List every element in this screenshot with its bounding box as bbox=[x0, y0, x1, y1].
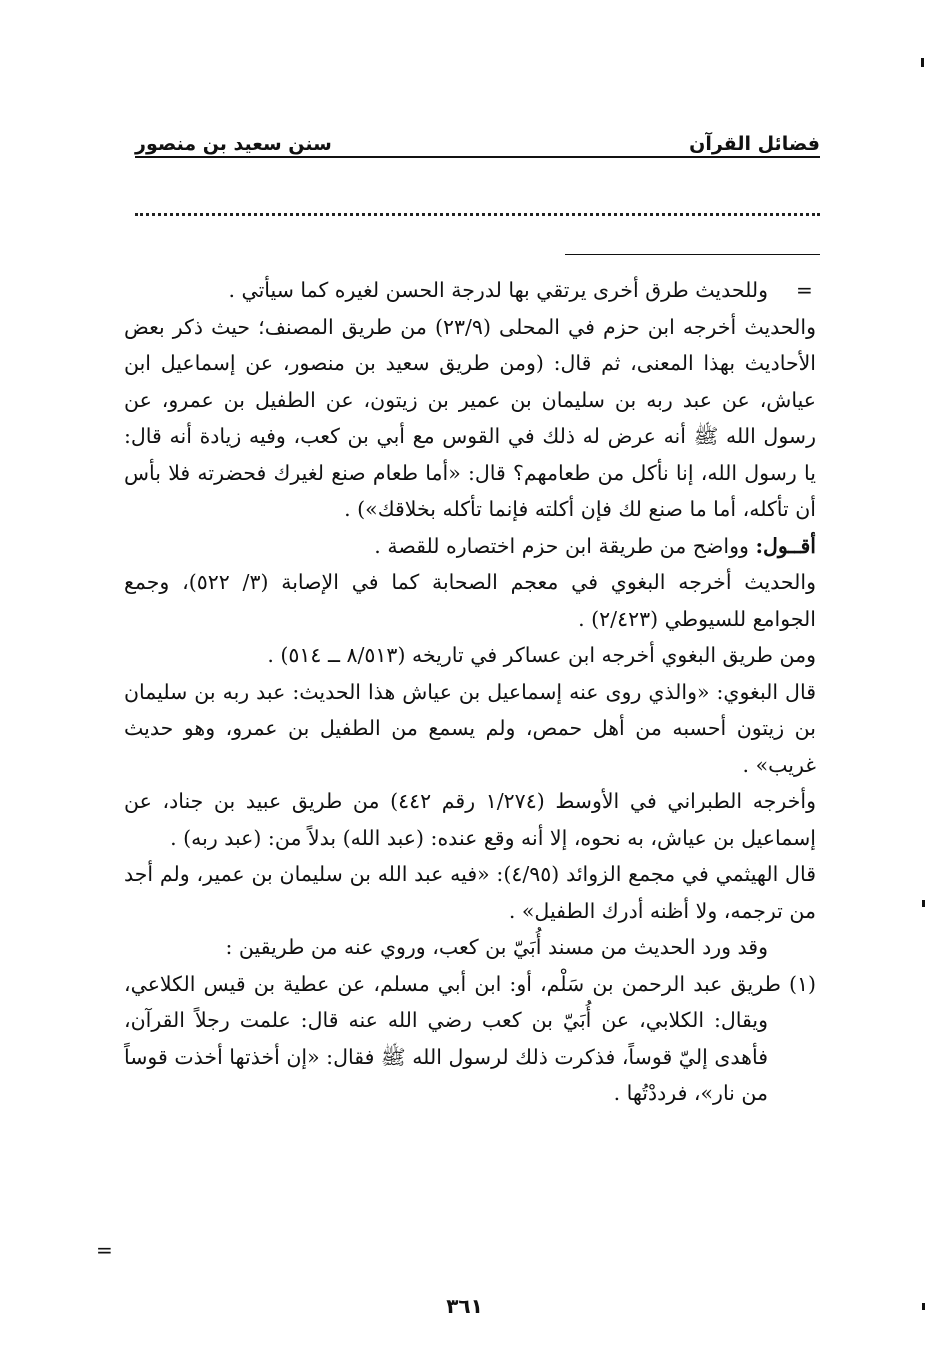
continuation-mark-top: = bbox=[796, 278, 813, 302]
paragraph-5: ومن طريق البغوي أخرجه ابن عساكر في تاريخه (٨/٥١٣ ــ ٥١٤) . bbox=[267, 643, 816, 667]
paragraph-8: قال الهيثمي في مجمع الزوائد (٤/٩٥): «فيه عبد الله بن سليمان بن عمير، ولم أجد من ترجمه، ولا أظنه أدرك الطفيل» . bbox=[124, 862, 816, 923]
paragraph-4: والحديث أخرجه البغوي في معجم الصحابة كما في الإصابة (٣/ ٥٢٢)، وجمع الجوامع للسيوطي (٢/٤٢٣) . bbox=[124, 570, 816, 631]
header-rule bbox=[135, 156, 820, 158]
continuation-mark-bottom: = bbox=[96, 1238, 113, 1262]
paragraph-9: وقد ورد الحديث من مسند أُبَيّ بن كعب، وروي عنه من طريقين : bbox=[225, 935, 768, 959]
aqool-label: أقــول: bbox=[755, 533, 816, 558]
paragraph-2: والحديث أخرجه ابن حزم في المحلى (٢٣/٩) من طريق المصنف؛ حيث ذكر بعض الأحاديث بهذا المعنى، ثم قال: (ومن طريق سعيد بن منصور، عن إسماعيل ابن عياش، عن عبد ربه بن سليمان بن عمير بن زيتون، عن الطفيل بن عمرو، عن رسول الله ﷺ أنه عرض له ذلك في القوس مع أبي بن كعب، وفيه زيادة أنه قال: يا رسول الله، إنا نأكل من طعامهم؟ قال: «أما طعام صنع لغيرك فحضرته فلا بأس أن تأكله، أما ما صنع لك فإن أكلته فإنما تأكله بخلاقك») . bbox=[124, 314, 816, 521]
paragraph-7: وأخرجه الطبراني في الأوسط (١/٢٧٤ رقم ٤٤٢) من طريق عبيد بن جناد، عن إسماعيل بن عياش، به نحوه، إلا أنه وقع عنده: (عبد الله) بدلاً من: (عبد ربه) . bbox=[124, 789, 816, 850]
paragraph-3-text: وواضح من طريقة ابن حزم اختصاره للقصة . bbox=[374, 533, 756, 558]
scan-speck bbox=[922, 900, 925, 907]
paragraph-6: قال البغوي: «والذي روى عنه إسماعيل بن عياش هذا الحديث: عبد ربه بن سليمان بن زيتون أحسبه من أهل حمص، ولم يسمع من الطفيل بن عمرو، وهو حديث غريب» . bbox=[124, 679, 816, 777]
book-title: سنن سعيد بن منصور bbox=[135, 133, 332, 155]
footnote-rule bbox=[565, 254, 820, 255]
scan-speck bbox=[922, 1303, 925, 1310]
chapter-title: فضائل القرآن bbox=[689, 133, 820, 155]
page-number: ٣٦١ bbox=[446, 1294, 483, 1318]
scan-speck bbox=[921, 58, 924, 67]
paragraph-1: وللحديث طرق أخرى يرتقي بها لدرجة الحسن لغيره كما سيأتي . bbox=[228, 278, 768, 302]
dotted-separator bbox=[135, 213, 820, 216]
footnote-text bbox=[124, 272, 816, 1112]
numbered-item-1: (١) طريق عبد الرحمن بن سَلْم، أو: ابن أبي مسلم، عن عطية بن قيس الكلاعي، ويقال: الكلابي، عن أُبَيّ بن كعب رضي الله عنه قال: علمت رجلاً القرآن، فأهدى إليّ قوساً، فذكرت ذلك لرسول الله ﷺ فقال: «إن أخذتها أخذت قوساً من نار»، فرددْتُها . bbox=[124, 971, 816, 1105]
running-header bbox=[135, 115, 820, 155]
paragraph-3 bbox=[124, 528, 816, 565]
